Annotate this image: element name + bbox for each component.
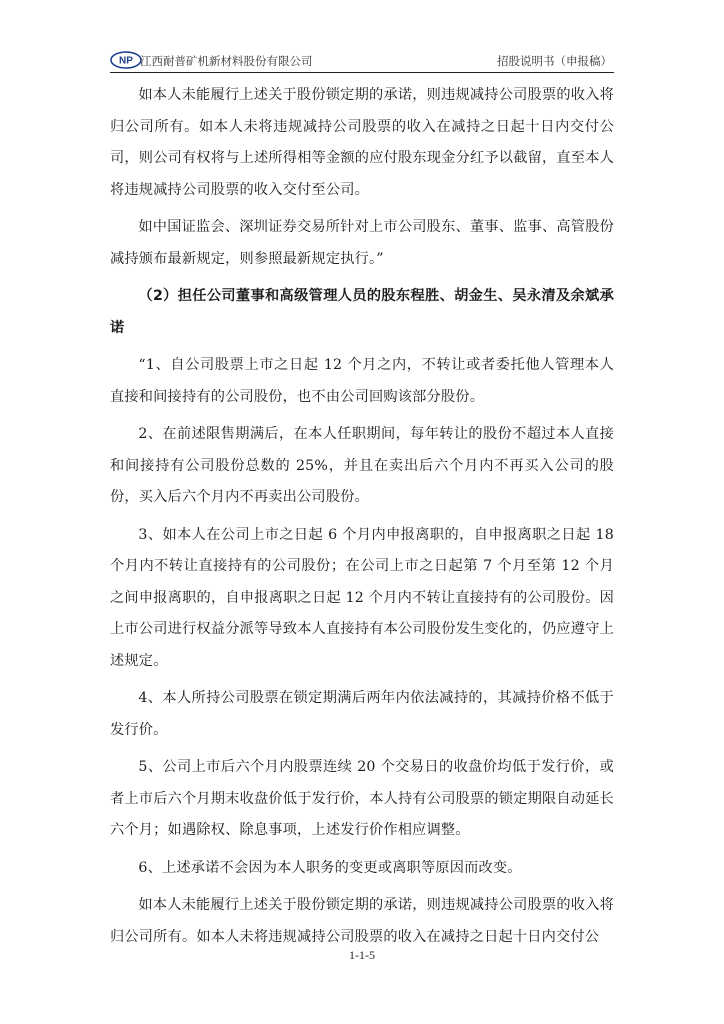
paragraph: 4、本人所持公司股票在锁定期满后两年内依法减持的，其减持价格不低于发行价。: [110, 690, 614, 738]
document-body: [110, 80, 614, 953]
paragraph: 5、公司上市后六个月内股票连续 20 个交易日的收盘价均低于发行价，或者上市后六个月期末收盘价低于发行价，本人持有公司股票的锁定期限自动延长六个月；如遇除权、除息事项，上述发行价作相应调整。: [110, 759, 614, 838]
page-header: [110, 50, 614, 72]
company-logo-icon: [110, 51, 144, 69]
paragraph: 如本人未能履行上述关于股份锁定期的承诺，则违规减持公司股票的收入将归公司所有。如本人未将违规减持公司股票的收入在减持之日起十日内交付公: [110, 897, 614, 945]
paragraph: 2、在前述限售期满后，在本人任职期间，每年转让的股份不超过本人直接和间接持有公司股份总数的 25%，并且在卖出后六个月内不再买入公司的股份，买入后六个月内不再卖出公司股份。: [110, 426, 614, 505]
logo-text: NP: [119, 55, 133, 67]
document-type: 招股说明书（申报稿）: [497, 54, 612, 68]
paragraph: “1、自公司股票上市之日起 12 个月之内，不转让或者委托他人管理本人直接和间接持有的公司股份，也不由公司回购该部分股份。: [110, 357, 614, 405]
page-number: 1-1-5: [349, 948, 375, 962]
section-heading: （2）担任公司董事和高级管理人员的股东程胜、胡金生、吴永清及余斌承诺: [110, 288, 614, 336]
paragraph: 如中国证监会、深圳证券交易所针对上市公司股东、董事、监事、高管股份减持颁布最新规定，则参照最新规定执行。”: [110, 219, 614, 267]
paragraph: 3、如本人在公司上市之日起 6 个月内申报离职的，自申报离职之日起 18 个月内不转让直接持有的公司股份；在公司上市之日起第 7 个月至第 12 个月之间申报离职的，自申报离职之日起 12 个月内不转让直接持有的公司股份。因上市公司进行权益分派等导致本人直接持有本公司股份发生变化的，仍应遵守上述规定。: [110, 526, 614, 669]
paragraph: 6、上述承诺不会因为本人职务的变更或离职等原因而改变。: [138, 859, 522, 876]
header-rule: [110, 72, 614, 73]
company-name: 江西耐普矿机新材料股份有限公司: [140, 54, 313, 68]
paragraph: 如本人未能履行上述关于股份锁定期的承诺，则违规减持公司股票的收入将归公司所有。如本人未将违规减持公司股票的收入在减持之日起十日内交付公司，则公司有权将与上述所得相等金额的应付股东现金分红予以截留，直至本人将违规减持公司股票的收入交付至公司。: [110, 87, 614, 198]
